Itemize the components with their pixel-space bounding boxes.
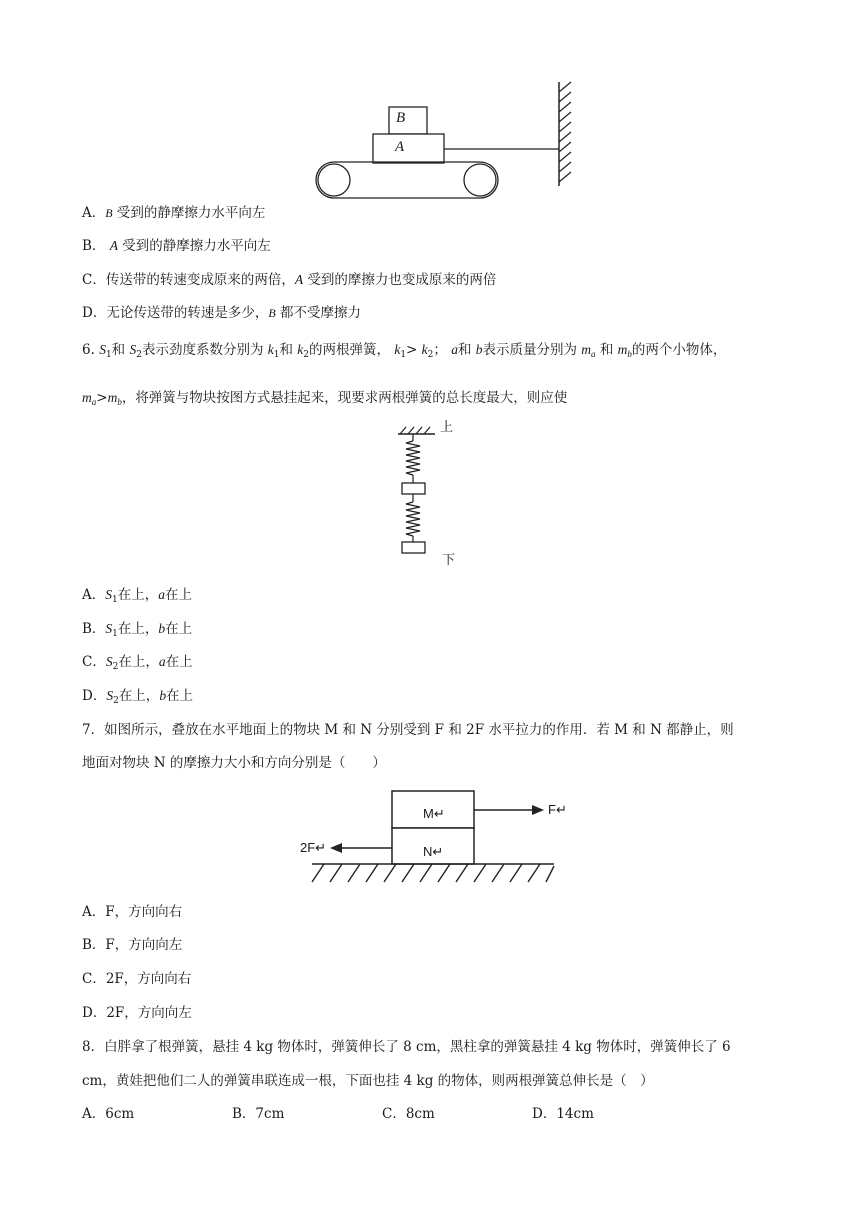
q5-option-b[interactable]: B． A 受到的静摩擦力水平向左 [82, 238, 271, 254]
q6-stem-line1: 6. $S_1$和 $S_2$表示劲度系数分别为 $k_1$和 $k_2$的两根弹簧， $k_1> k_2$； a和 b表示质量分别为 $m_a$ 和 $m_b$的两个小物体， [82, 342, 727, 360]
stacked-blocks-figure [296, 782, 566, 888]
q7-option-a[interactable]: A．F，方向向右 [82, 904, 183, 920]
q8-stem-line2: cm，黄娃把他们二人的弹簧串联连成一根，下面也挂 4 kg 的物体，则两根弹簧总伸长是（ ） [82, 1073, 654, 1089]
block-b-label: B [396, 110, 406, 126]
block-m-label: M↵ [423, 806, 445, 821]
q7-stem-line2: 地面对物块 N 的摩擦力大小和方向分别是（ ） [82, 755, 386, 771]
upper-block [402, 483, 425, 494]
force-2f-arrowhead [330, 843, 342, 853]
q7-stem-line1: 7．如图所示，叠放在水平地面上的物块 M 和 N 分别受到 F 和 2F 水平拉力的作用．若 M 和 N 都静止，则 [82, 722, 734, 738]
q7-option-b[interactable]: B．F，方向向左 [82, 937, 183, 953]
block-a [373, 134, 444, 163]
right-roller [464, 164, 496, 196]
q6-option-b[interactable]: B．$S_1$在上，b在上 [82, 621, 193, 639]
conveyor-belt-figure [310, 80, 585, 200]
bottom-label: 下 [442, 553, 456, 568]
q7-option-d[interactable]: D．2F，方向向左 [82, 1005, 192, 1021]
force-f-label: F↵ [548, 802, 567, 817]
block-b [389, 107, 427, 134]
q8-option-b[interactable]: B．7cm [232, 1106, 285, 1122]
block-n-label: N↵ [423, 844, 444, 859]
q5-option-c[interactable]: C．传送带的转速变成原来的两倍，A 受到的摩擦力也变成原来的两倍 [82, 272, 497, 288]
q8-option-d[interactable]: D．14cm [532, 1106, 594, 1122]
q5-option-a[interactable]: A．B 受到的静摩擦力水平向左 [82, 205, 266, 221]
block-a-label: A [395, 139, 405, 155]
q8-option-c[interactable]: C．8cm [382, 1106, 435, 1122]
q7-option-c[interactable]: C．2F，方向向右 [82, 971, 192, 987]
q8-stem-line1: 8．白胖拿了根弹簧，悬挂 4 kg 物体时，弹簧伸长了 8 cm，黑柱拿的弹簧悬挂 4 kg 物体时，弹簧伸长了 6 [82, 1039, 731, 1055]
q6-option-c[interactable]: C．$S_2$在上，a在上 [82, 654, 193, 672]
q5-option-d[interactable]: D．无论传送带的转速是多少，B 都不受摩擦力 [82, 305, 361, 321]
top-label: 上 [440, 420, 454, 435]
lower-block [402, 542, 425, 553]
q6-stem-line2: $m_a>m_b$，将弹簧与物块按图方式悬挂起来，现要求两根弹簧的总长度最大，则应使 [82, 390, 568, 407]
left-roller [318, 164, 350, 196]
q6-option-a[interactable]: A．$S_1$在上，a在上 [82, 587, 192, 605]
hanging-springs-figure [395, 424, 435, 556]
q8-option-a[interactable]: A．6cm [82, 1106, 135, 1122]
force-2f-label: 2F↵ [300, 840, 327, 855]
force-f-arrowhead [532, 805, 544, 815]
q6-option-d[interactable]: D．$S_2$在上，b在上 [82, 688, 194, 706]
